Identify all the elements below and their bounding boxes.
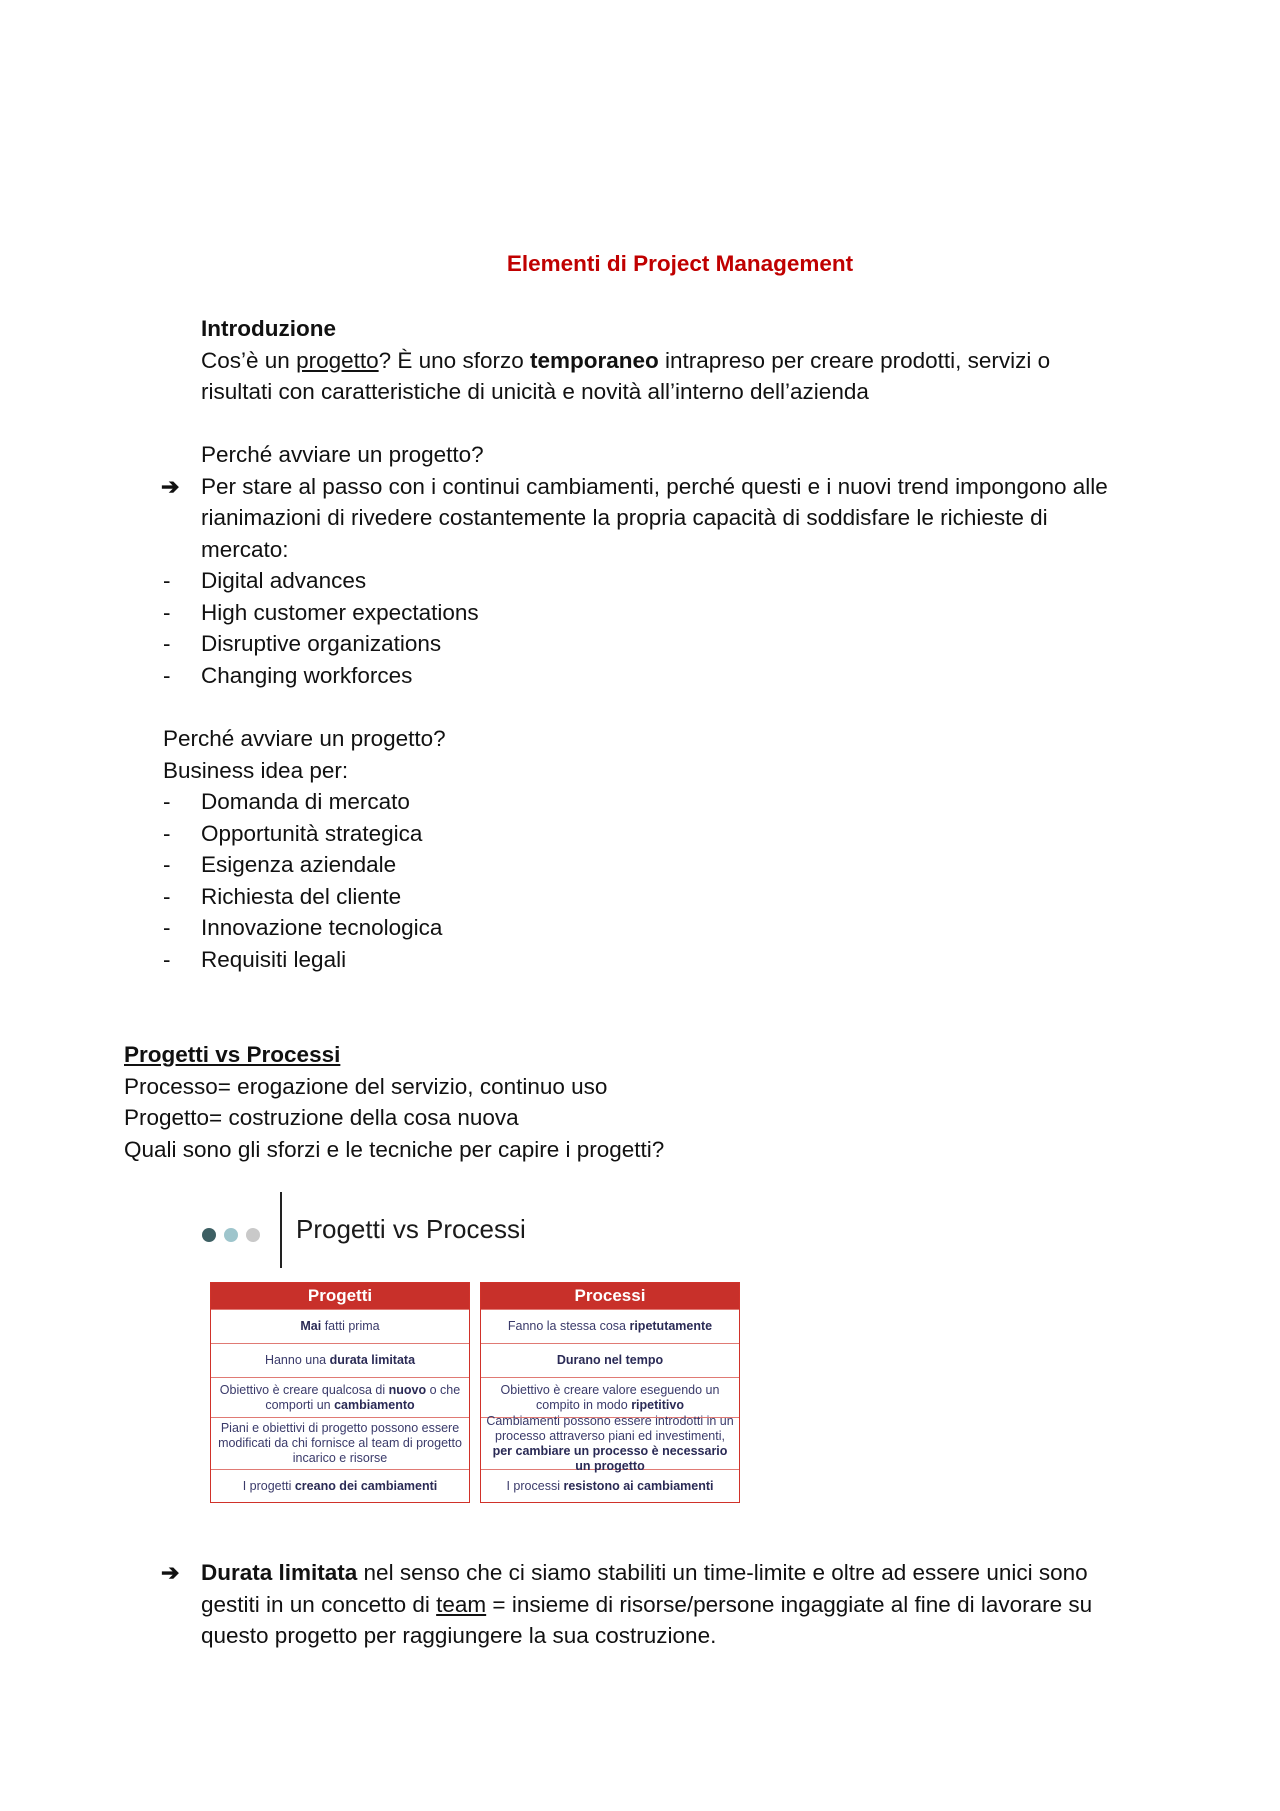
progetto-definition: Progetto= costruzione della cosa nuova: [124, 1105, 519, 1130]
table-header: Progetti: [211, 1283, 469, 1309]
table-cell-text: I processi resistono ai cambiamenti: [506, 1478, 714, 1493]
slide-dots: [202, 1228, 260, 1242]
list-item: [163, 818, 446, 850]
processi-table: [480, 1282, 740, 1503]
table-row: [481, 1469, 739, 1502]
why-question-2: Perché avviare un progetto?: [163, 726, 446, 751]
list-item-text: High customer expectations: [201, 599, 479, 625]
intro-heading: Introduzione: [201, 316, 336, 341]
table-cell-text: Piani e obiettivi di progetto possono essere modificati da chi fornisce al team di progetto incarico e risorse: [218, 1421, 462, 1465]
slide-image: [198, 1192, 748, 1522]
list-item-text: Digital advances: [201, 568, 367, 593]
list-item-text: Innovazione tecnologica: [201, 915, 443, 940]
final-text-c: = insieme di risorse/persone ingaggiate al fine di lavorare su: [486, 1591, 1093, 1617]
list-item-text: Esigenza aziendale: [201, 852, 397, 877]
slide-title: Progetti vs Processi: [296, 1214, 526, 1244]
list-item: [163, 944, 446, 976]
list-item-text: Opportunità strategica: [201, 820, 423, 846]
list-item: [163, 565, 1108, 597]
list-item-text: Requisiti legali: [201, 946, 347, 972]
table-cell-text: Durano nel tempo: [556, 1353, 664, 1367]
temporaneo-term: temporaneo: [529, 347, 659, 373]
dot-icon: [246, 1228, 260, 1242]
table-row: [211, 1417, 469, 1469]
section-heading: Progetti vs Processi: [124, 1042, 341, 1067]
progetti-processi-section: [124, 1039, 664, 1165]
progetti-table: [210, 1282, 470, 1503]
intro-line-2: risultati con caratteristiche di unicità e novità all’interno dell’azienda: [201, 379, 869, 404]
final-section: [161, 1557, 1093, 1652]
table-row: [481, 1377, 739, 1417]
dash-bullet: -: [163, 852, 171, 877]
dash-bullet: -: [163, 662, 171, 688]
slide-divider: [280, 1192, 282, 1268]
intro-section: [161, 313, 1108, 691]
arrow-paragraph-line-1: [161, 471, 1108, 503]
arrow-right-icon: ➔: [161, 473, 180, 499]
why-question-1: Perché avviare un progetto?: [201, 442, 484, 467]
list-item: [163, 786, 446, 818]
final-line-3: questo progetto per raggiungere la sua costruzione.: [201, 1623, 717, 1648]
list-item-text: Changing workforces: [201, 662, 413, 688]
business-idea-heading: Business idea per:: [163, 757, 349, 783]
question-line: Quali sono gli sforzi e le tecniche per capire i progetti?: [124, 1136, 665, 1162]
table-cell-text: Obiettivo è creare valore eseguendo un compito in modo ripetitivo: [500, 1382, 720, 1412]
table-header: Processi: [481, 1283, 739, 1309]
list-item: [163, 660, 1108, 692]
list-item: [163, 628, 1108, 660]
dash-bullet: -: [163, 599, 171, 625]
final-text-a: nel senso che ci siamo stabiliti un time-limite e oltre ad essere unici sono: [357, 1560, 1088, 1585]
dash-bullet: -: [163, 915, 171, 940]
intro-text-b: ? È uno sforzo: [378, 347, 530, 373]
list-item: [163, 881, 446, 913]
list-item-text: Disruptive organizations: [201, 631, 442, 656]
final-text-b: gestiti in un concetto di: [201, 1591, 437, 1617]
processo-definition: Processo= erogazione del servizio, continuo uso: [124, 1073, 608, 1099]
intro-line-1: [201, 345, 1108, 377]
document-title: Elementi di Project Management: [506, 251, 854, 276]
table-row: [481, 1309, 739, 1343]
dash-bullet: -: [163, 789, 171, 814]
list-item: [163, 597, 1108, 629]
progetto-term: progetto: [296, 347, 379, 373]
list-item: [163, 912, 446, 944]
dash-bullet: -: [163, 568, 171, 593]
why-section-2: [163, 723, 446, 975]
table-row: [211, 1469, 469, 1502]
list-item: [163, 849, 446, 881]
dot-icon: [202, 1228, 216, 1242]
final-line-1: [161, 1557, 1092, 1589]
durata-limitata-term: Durata limitata: [201, 1560, 358, 1585]
table-row: [211, 1377, 469, 1417]
intro-text-a: Cos’è un: [201, 347, 297, 373]
table-cell-text: Hanno una durata limitata: [264, 1353, 416, 1367]
dash-bullet: -: [163, 946, 171, 972]
final-line-2: [201, 1589, 1092, 1621]
list-item-text: Richiesta del cliente: [201, 883, 402, 909]
table-cell-text: Mai fatti prima: [300, 1319, 380, 1333]
dot-icon: [224, 1228, 238, 1242]
dash-bullet: -: [163, 883, 171, 909]
table-row: [481, 1343, 739, 1377]
arrow-paragraph-line-3: mercato:: [201, 536, 289, 562]
arrow-text-1: Per stare al passo con i continui cambiamenti, perché questi e i nuovi trend impongono alle: [201, 473, 1108, 499]
table-cell-text: I progetti creano dei cambiamenti: [242, 1478, 438, 1493]
table-cell-text: Obiettivo è creare qualcosa di nuovo o che comporti un cambiamento: [219, 1382, 461, 1412]
team-term: team: [436, 1591, 487, 1617]
dash-bullet: -: [163, 820, 171, 846]
arrow-right-icon: ➔: [161, 1560, 180, 1585]
dash-bullet: -: [163, 631, 171, 656]
table-cell-text: Fanno la stessa cosa ripetutamente: [507, 1319, 713, 1333]
table-row: [211, 1343, 469, 1377]
arrow-paragraph-line-2: rianimazioni di rivedere costantemente la propria capacità di soddisfare le richieste di: [201, 505, 1048, 530]
table-row: [211, 1309, 469, 1343]
list-item-text: Domanda di mercato: [201, 789, 410, 814]
intro-text-c: intrapreso per creare prodotti, servizi o: [658, 347, 1051, 373]
table-cell-text: Cambiamenti possono essere introdotti in un processo attraverso piani ed investimenti, per cambiare un processo è necessario un progetto: [486, 1413, 734, 1473]
table-row: [481, 1413, 739, 1473]
